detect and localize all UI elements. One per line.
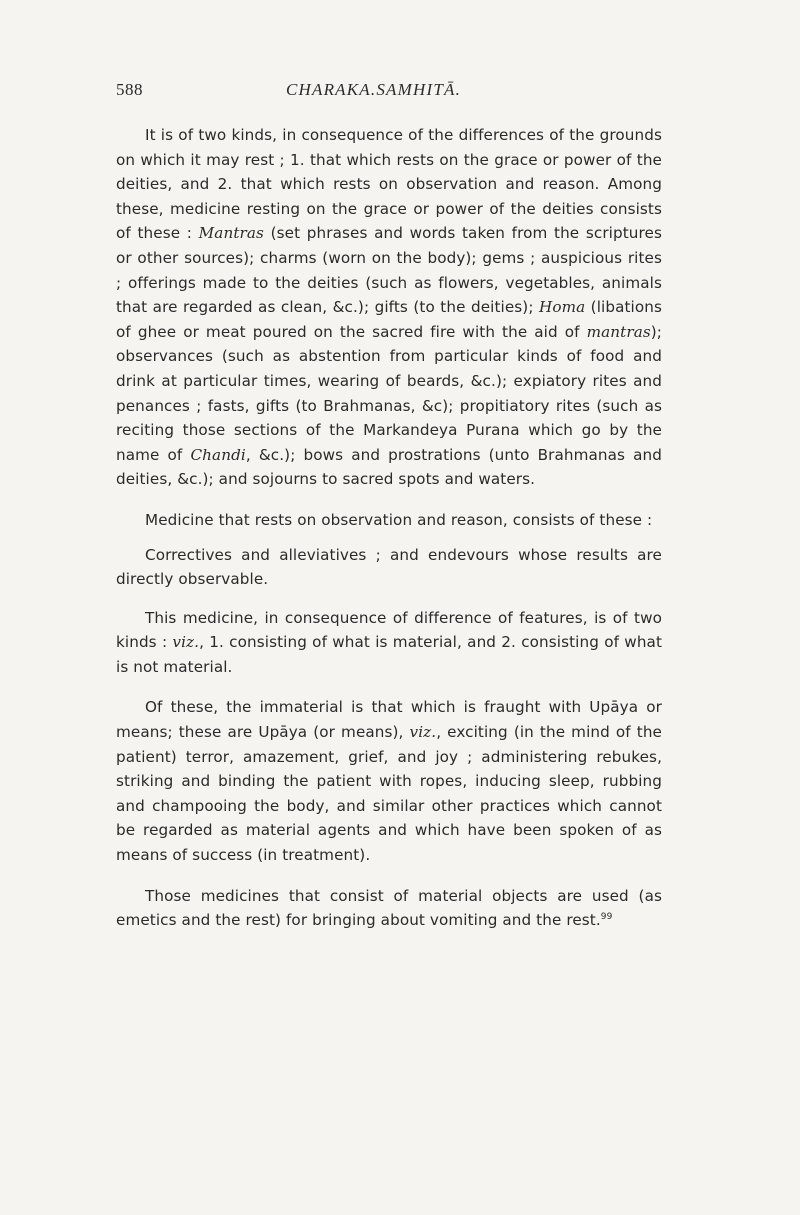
paragraph-2: Medicine that rests on observation and reason, consists of these : — [145, 510, 653, 529]
paragraph-6 — [116, 884, 662, 933]
term-mantras: Mantras — [198, 224, 264, 243]
paragraph-5-text-b: , exciting (in the mind of the patient) terror, amazement, grief, and joy ; administering rebukes, striking and binding the patient with ropes, inducing sleep, rubbing and champooing the body, and similar other practices which cannot be regarded as material agents and which have been spoken of as means of success (in treatment). — [116, 723, 662, 865]
paragraph-5 — [116, 695, 662, 867]
paragraph-1-text-a: It is of two kinds, in consequence of the differences of the grounds on which it may rest ; 1. that which rests on the grace or power of the deities, and 2. that which rests on observation and reason. Among these, medicine resting on the grace or power of the deities consists of these : — [116, 126, 662, 243]
term-viz-1: viz. — [172, 633, 200, 652]
footnote-reference: 99 — [600, 912, 613, 923]
paragraph-1-text-c: (libations of ghee or meat poured on the sacred fire with the aid of — [116, 298, 662, 341]
paragraph-1-text-d: ); observances (such as abstention from particular kinds of food and drink at particular times, wearing of beards, &c.); expiatory rites and penances ; fasts, gifts (to Brahmanas, &c); propitiatory rites (such as reciting those sections of the Markandeya Purana which go by the name of — [116, 322, 662, 464]
term-homa: Homa — [538, 298, 586, 317]
paragraph-1-text-b: (set phrases and words taken from the scriptures or other sources); charms (worn on the body); gems ; auspicious rites ; offerings made to the deities (such as flowers, vegetables, animals that are regarded as clean, &c.); gifts (to the deities); — [116, 224, 662, 317]
term-chandi: Chandi — [190, 445, 246, 464]
paragraph-3: Correctives and alleviatives ; and endevours whose results are directly observable. — [116, 545, 662, 589]
term-viz-2: viz. — [409, 723, 437, 742]
page-number: 588 — [116, 80, 143, 99]
term-mantras-lowercase: mantras — [586, 322, 651, 341]
paragraph-5-text-a: Of these, the immaterial is that which is fraught with Upāya or means; these are Upāya (or means), — [116, 698, 662, 742]
paragraph-4 — [116, 606, 662, 680]
paragraph-4-text-b: , 1. consisting of what is material, and 2. consisting of what is not material. — [116, 633, 663, 676]
page-header — [116, 80, 676, 104]
paragraph-1 — [116, 123, 662, 492]
paragraph-1-text-e: , &c.); bows and prostrations (unto Brahmanas and deities, &c.); and sojourns to sacred spots and waters. — [116, 445, 662, 489]
body-text — [116, 123, 662, 933]
paragraph-4-text-a: This medicine, in consequence of difference of features, is of two kinds : — [116, 608, 662, 652]
paragraph-6-text: Those medicines that consist of material objects are used (as emetics and the rest) for bringing about vomiting and the rest. — [116, 886, 662, 930]
running-head: CHARAKA.SAMHITĀ. — [286, 80, 462, 99]
